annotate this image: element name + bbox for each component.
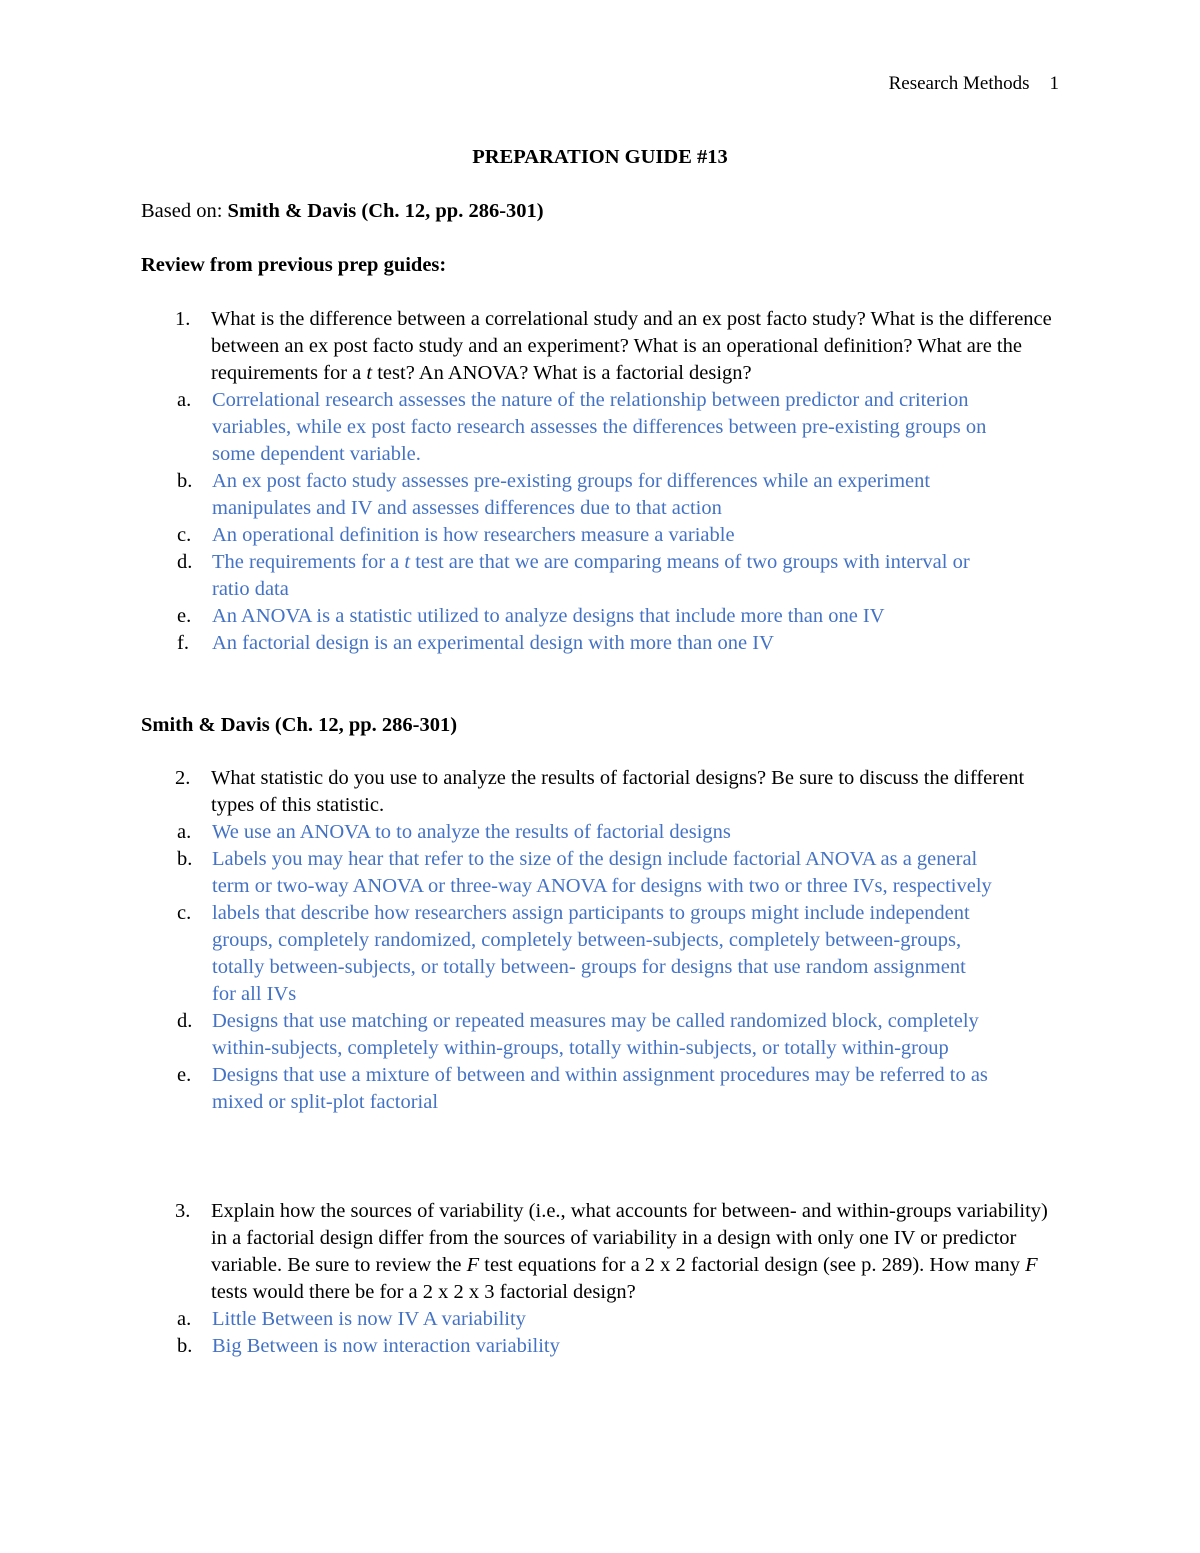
running-head-title: Research Methods <box>888 73 1030 94</box>
answer-text: Big Between is now interaction variability <box>212 1335 560 1357</box>
question-number: 1. <box>175 308 191 330</box>
answer-text: Designs that use matching or repeated measures may be called randomized block, completely within-subjects, completely within-groups, totally within-subjects, or totally within-group <box>212 1010 979 1059</box>
answer-text: labels that describe how researchers assign participants to groups might include independent groups, completely randomized, completely between-subjects, completely between-groups, totally between-subjects, or totally between- groups for designs that use random assignment for all IVs <box>212 902 970 1005</box>
list-item: b. An ex post facto study assesses pre-existing groups for differences while an experiment manipulates and IV and assesses differences due to that action <box>141 468 1071 522</box>
list-item: d. Designs that use matching or repeated measures may be called randomized block, completely within-subjects, completely within-groups, totally within-subjects, or totally within-group <box>141 1008 1071 1062</box>
answer-list <box>141 387 1071 657</box>
answer-text: An operational definition is how researchers measure a variable <box>212 524 735 546</box>
list-item: d. The requirements for a t test are that we are comparing means of two groups with interval or ratio data <box>141 549 1071 603</box>
answer-text: An factorial design is an experimental design with more than one IV <box>212 632 774 654</box>
answer-text: We use an ANOVA to to analyze the results of factorial designs <box>212 821 731 843</box>
based-on-source: Smith & Davis (Ch. 12, pp. 286-301) <box>227 200 544 222</box>
question-number: 3. <box>175 1200 191 1222</box>
question-1 <box>141 306 1071 657</box>
answer-text: Labels you may hear that refer to the size of the design include factorial ANOVA as a general term or two-way ANOVA or three-way ANOVA for designs with two or three IVs, respectively <box>212 848 992 897</box>
answer-text: Little Between is now IV A variability <box>212 1308 526 1330</box>
question-text: What is the difference between a correlational study and an ex post facto study? What is the difference between an ex post facto study and an experiment? What is an operational definition? What are the requirements for a t test? An ANOVA? What is a factorial design? <box>211 308 1052 384</box>
list-item: a. We use an ANOVA to to analyze the results of factorial designs <box>141 819 1071 846</box>
running-header <box>889 70 1059 97</box>
answer-text: The requirements for a t test are that we are comparing means of two groups with interval or ratio data <box>212 551 970 600</box>
question-2 <box>141 765 1071 1116</box>
list-item: c. labels that describe how researchers assign participants to groups might include independent groups, completely randomized, completely between-subjects, completely between-groups, totally between-subjects, or totally between- groups for designs that use random assignment for all IVs <box>141 900 1071 1008</box>
question-text: Explain how the sources of variability (i.e., what accounts for between- and within-groups variability) in a factorial design differ from the sources of variability in a design with only one IV or predictor variable. Be sure to review the F test equations for a 2 x 2 factorial design (see p. 289). How many F tests would there be for a 2 x 2 x 3 factorial design? <box>211 1200 1048 1303</box>
answer-list <box>141 819 1071 1116</box>
based-on-line <box>141 198 544 225</box>
list-item: f. An factorial design is an experimental design with more than one IV <box>141 630 1071 657</box>
answer-list <box>141 1306 1071 1360</box>
list-item: a. Little Between is now IV A variability <box>141 1306 1071 1333</box>
answer-text: Designs that use a mixture of between and within assignment procedures may be referred to as mixed or split-plot factorial <box>212 1064 988 1113</box>
question-text: What statistic do you use to analyze the results of factorial designs? Be sure to discuss the different types of this statistic. <box>211 767 1025 816</box>
document-title: PREPARATION GUIDE #13 <box>472 146 728 168</box>
list-item: e. Designs that use a mixture of between and within assignment procedures may be referred to as mixed or split-plot factorial <box>141 1062 1071 1116</box>
list-item: b. Labels you may hear that refer to the size of the design include factorial ANOVA as a general term or two-way ANOVA or three-way ANOVA for designs with two or three IVs, respectively <box>141 846 1071 900</box>
based-on-label: Based on: <box>141 200 228 222</box>
section-heading: Smith & Davis (Ch. 12, pp. 286-301) <box>141 714 458 736</box>
list-item: c. An operational definition is how researchers measure a variable <box>141 522 1071 549</box>
answer-text: An ANOVA is a statistic utilized to analyze designs that include more than one IV <box>212 605 885 627</box>
list-item: a. Correlational research assesses the nature of the relationship between predictor and criterion variables, while ex post facto research assesses the differences between pre-existing groups on some dependent variable. <box>141 387 1071 468</box>
question-3 <box>141 1198 1071 1360</box>
question-number: 2. <box>175 767 191 789</box>
answer-text: An ex post facto study assesses pre-existing groups for differences while an experiment manipulates and IV and assesses differences due to that action <box>212 470 931 519</box>
list-item: b. Big Between is now interaction variability <box>141 1333 1071 1360</box>
answer-text: Correlational research assesses the nature of the relationship between predictor and criterion variables, while ex post facto research assesses the differences between pre-existing groups on some dependent variable. <box>212 389 987 465</box>
list-item: e. An ANOVA is a statistic utilized to analyze designs that include more than one IV <box>141 603 1071 630</box>
review-heading: Review from previous prep guides: <box>141 254 447 276</box>
page-number: 1 <box>1049 73 1059 94</box>
